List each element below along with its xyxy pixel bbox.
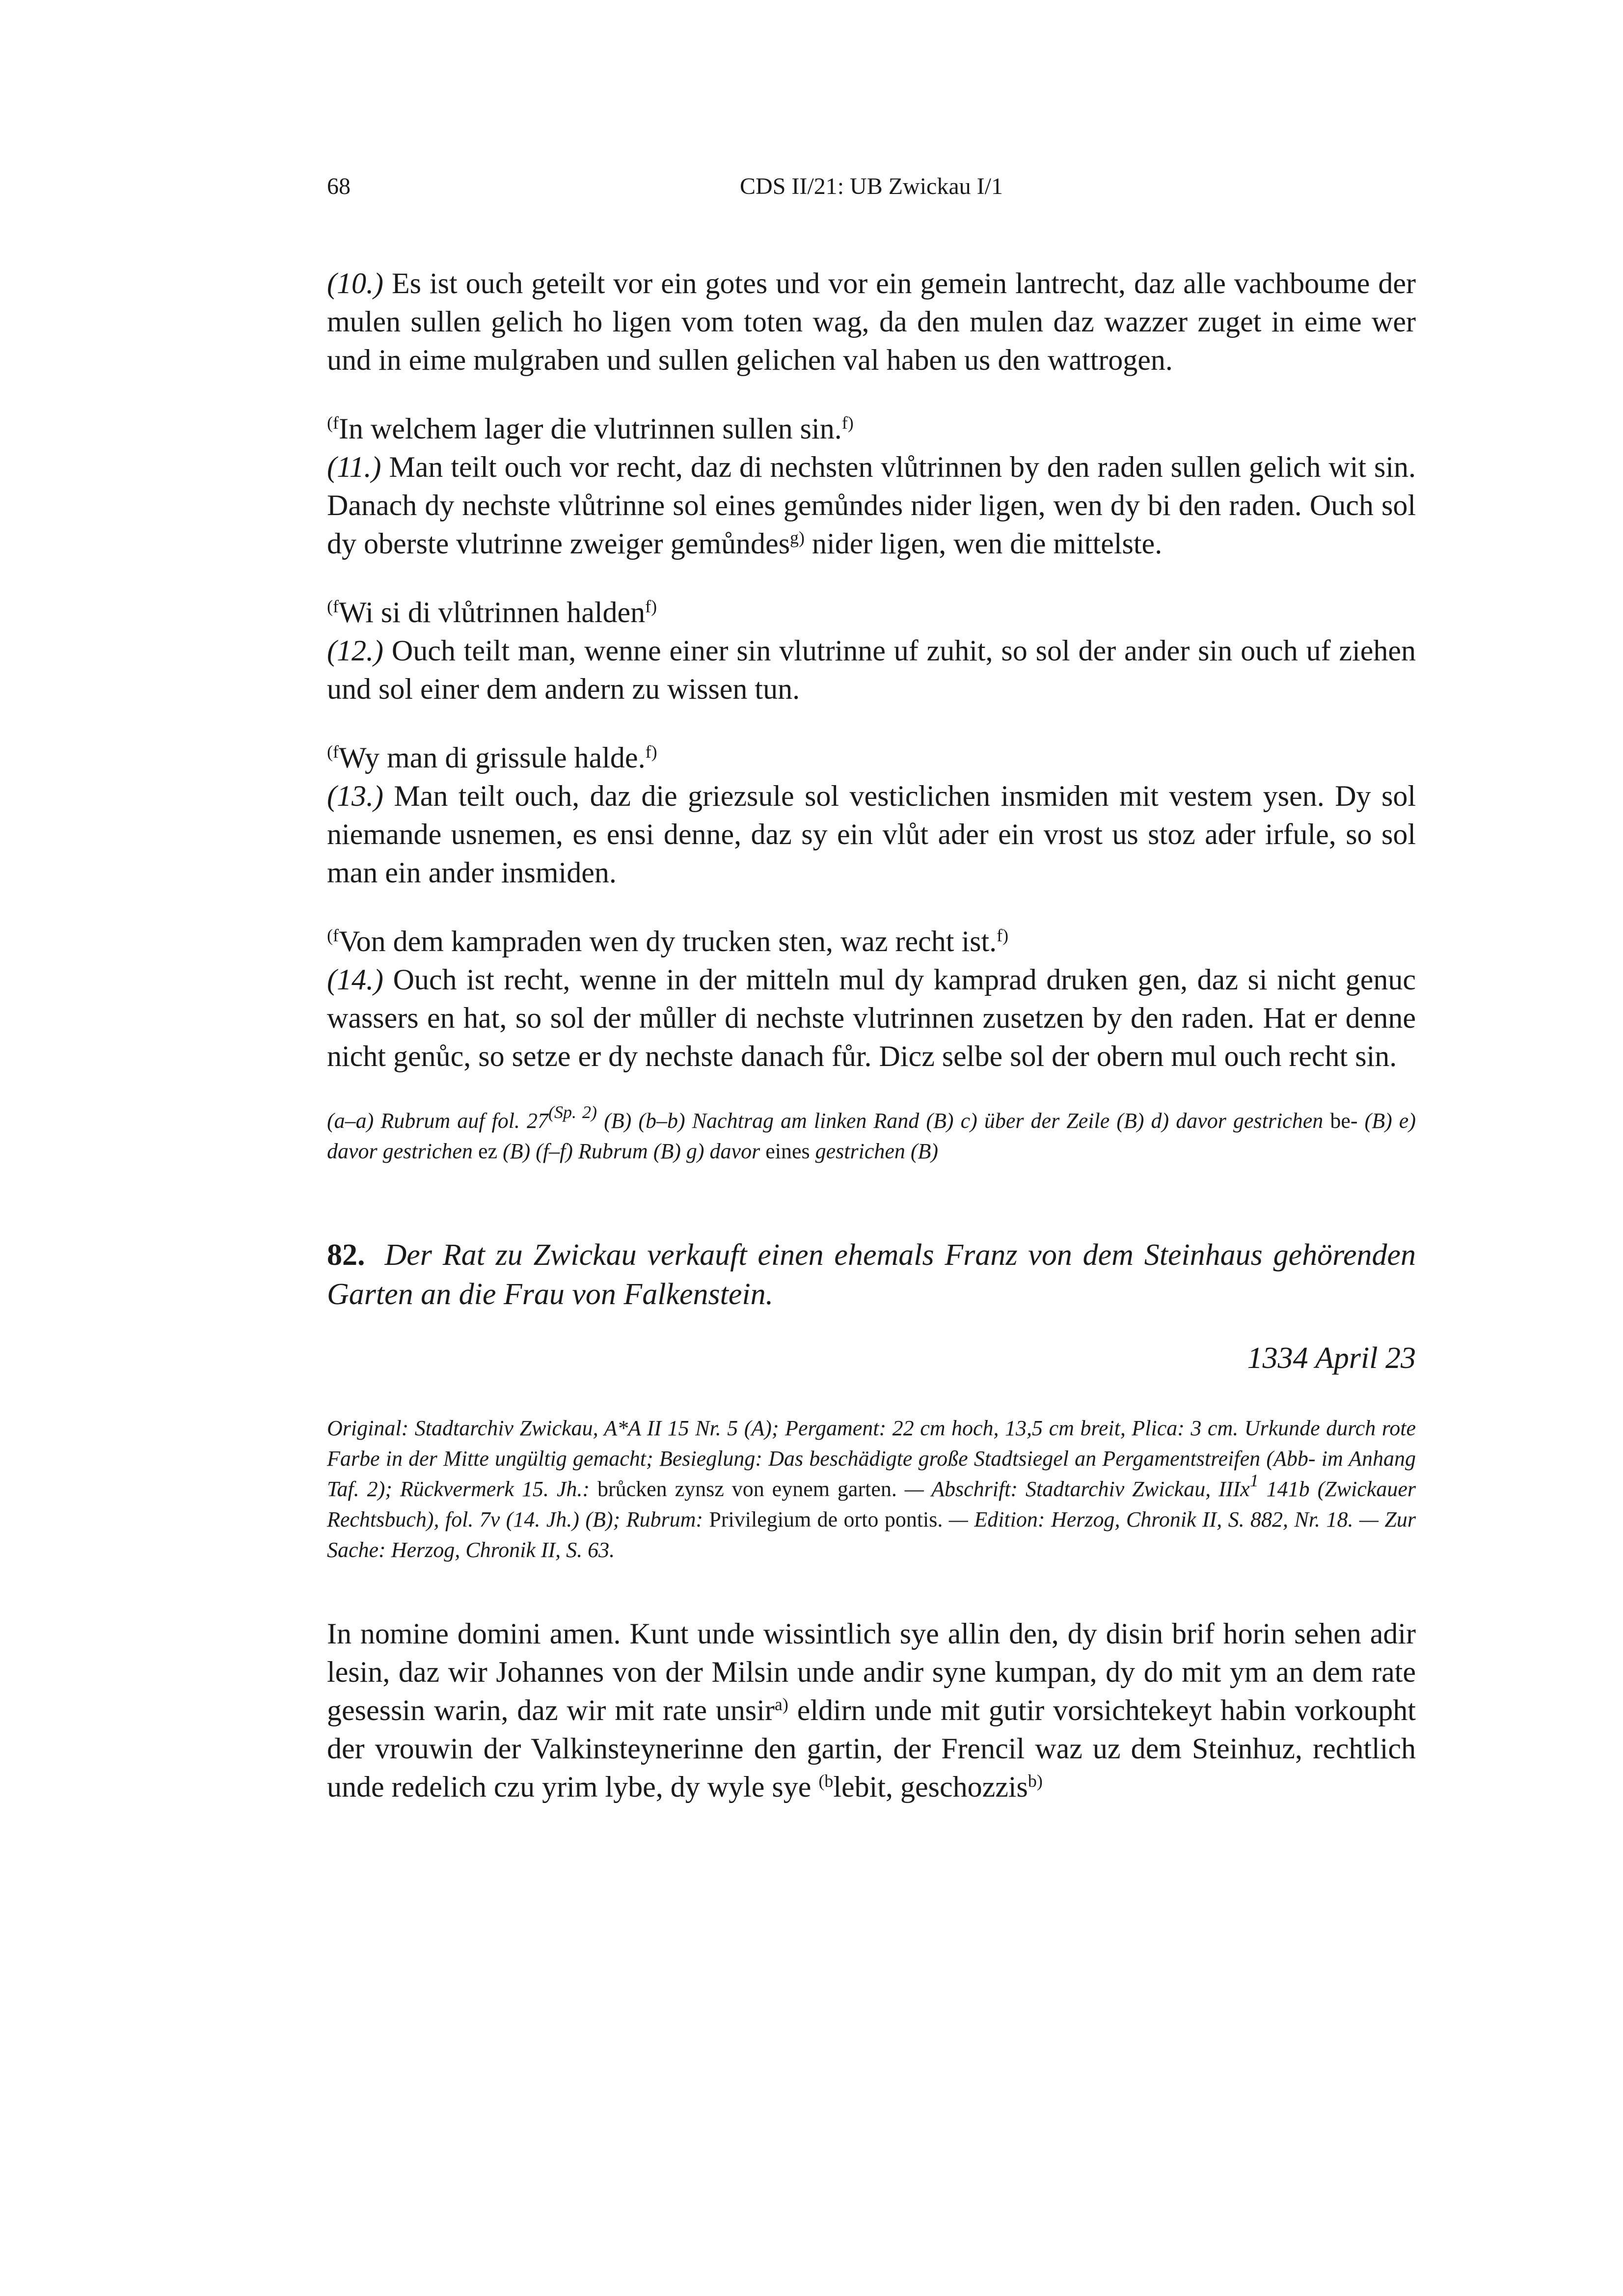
page (327, 162, 1416, 1806)
section-14 (327, 922, 1416, 1075)
note-text: (a–a) Rubrum auf fol. 27 (327, 1109, 548, 1133)
paragraph-11 (327, 448, 1416, 563)
rubric-text: Wi si di vlůtrinnen halden (338, 596, 646, 629)
section-number: (11.) (327, 451, 381, 483)
document-number: 82. (327, 1238, 365, 1272)
paragraph-text: nider ligen, wen die mittelste. (812, 527, 1163, 560)
rubric-text: Von dem kampraden wen dy trucken sten, waz recht ist. (338, 925, 997, 957)
paragraph-text: Ouch teilt man, wenne einer sin vlutrinne uf zuhit, so sol der ander sin ouch uf ziehen und sol einer dem andern zu wissen tun. (327, 634, 1416, 705)
note-marker: (b (818, 1771, 834, 1791)
paragraph-text: Ouch ist recht, wenne in der mitteln mul dy kamprad druken gen, daz si nicht genuc wassers en hat, so sol der můller di nechste vlutrinnen zusetzen by den raden. Hat er denne nicht genůc, so setze er dy nechste danach fůr. Dicz selbe sol der obern mul ouch recht sin. (327, 963, 1416, 1072)
note-marker: (f (327, 742, 339, 762)
note-marker: (f (327, 413, 339, 433)
note-sup: (Sp. 2) (548, 1102, 597, 1122)
note-marker: f) (645, 597, 657, 616)
note-quote: be- (1330, 1109, 1358, 1133)
rubric-11 (327, 410, 1416, 448)
note-marker: f) (841, 413, 854, 433)
paragraph-text: Es ist ouch geteilt vor ein gotes und vor ein gemein lantrecht, daz alle vachboume der mulen sullen gelich ho ligen vom toten wag, da den mulen daz wazzer zuget in eime wer und in eime mulgraben und sullen gelichen val haben us den wattrogen. (327, 267, 1416, 376)
section-11 (327, 410, 1416, 563)
source-quote: Privilegium de orto pontis. (709, 1507, 943, 1531)
note-marker: f) (997, 926, 1009, 945)
document-date: 1334 April 23 (1247, 1341, 1416, 1375)
note-marker: b) (1028, 1771, 1043, 1791)
note-marker: g) (790, 528, 805, 547)
source-text: Original: Stadtarchiv Zwickau, A*A II 15 Nr. 5 (A); Pergament: 22 cm hoch, 13,5 cm breit, Plica: 3 cm. Urkunde durch rote Farbe in der Mitte ungültig gemacht; Besieglung: Das beschädigte große Stadtsiegel an Pergamentstreifen (Abb- im Anhang Taf. 2); Rückvermerk 15. Jh.: (327, 1416, 1416, 1501)
paragraph-12 (327, 631, 1416, 708)
section-number: (12.) (327, 634, 383, 667)
source-text: — Edition: Herzog, Chronik II, S. 882, Nr. 18. — Zur Sache: Herzog, Chronik II, S. 63. (327, 1507, 1416, 1562)
note-text: (B) (b–b) Nachtrag am linken Rand (B) c) über der Zeile (B) d) davor gestrichen (597, 1109, 1330, 1133)
charter-text-part: In nomine domini amen. Kunt unde wissintlich sye allin den, dy disin brif horin sehen adir lesin, daz wir Johannes von der Milsin unde andir syne kumpan, dy do mit ym an dem rate gesessin warin, daz wir mit rate unsir (327, 1617, 1416, 1726)
critical-apparatus (327, 1102, 1416, 1167)
paragraph-text: Man teilt ouch, daz die griezsule sol vesticlichen insmiden mit vestem ysen. Dy sol niemande usnemen, es ensi denne, daz sy ein vlůt ader ein vrost us stoz ader irfule, so sol man ein ander insmiden. (327, 780, 1416, 889)
page-header (327, 162, 1416, 211)
source-text: — Abschrift: Stadtarchiv Zwickau, IIIx (896, 1477, 1250, 1501)
paragraph-13 (327, 777, 1416, 892)
document-title (327, 1235, 1416, 1314)
note-quote: eines (765, 1139, 810, 1163)
source-quote: brůcken zynsz von eynem garten. (597, 1477, 897, 1501)
note-text: (B) (f–f) Rubrum (B) g) davor (497, 1139, 766, 1163)
rubric-text: Wy man di grissule halde. (338, 741, 646, 774)
charter-text-part: lebit, geschozzis (833, 1771, 1028, 1803)
source-sup: 1 (1249, 1471, 1259, 1490)
section-10 (327, 264, 1416, 379)
section-12 (327, 593, 1416, 708)
note-marker: (f (327, 597, 339, 616)
note-text: gestrichen (B) (810, 1139, 939, 1163)
note-marker: f) (645, 742, 657, 762)
charter-text-part: eldirn unde mit gutir vorsichtekeyt habin vorkoupht der vrouwin der Valkinsteynerinne den gartin, der Frencil waz uz dem Steinhuz, rechtlich unde redelich czu yrim lybe, dy wyle sye (327, 1694, 1416, 1803)
note-text: (B) e) davor gestrichen (327, 1109, 1416, 1163)
page-number: 68 (327, 173, 351, 199)
section-number: (14.) (327, 963, 383, 996)
note-marker: (f (327, 926, 339, 945)
document-title-text: Der Rat zu Zwickau verkauft einen ehemals Franz von dem Steinhaus gehörenden Garten an die Frau von Falkenstein. (327, 1238, 1416, 1311)
section-number: (10.) (327, 267, 383, 300)
charter-text (327, 1614, 1416, 1806)
rubric-12 (327, 593, 1416, 631)
source-text: 141b (Zwickauer Rechtsbuch), fol. 7v (14. Jh.) (B); Rubrum: (327, 1477, 1416, 1531)
note-quote: ez (478, 1139, 497, 1163)
rubric-text: In welchem lager die vlutrinnen sullen sin. (338, 412, 842, 445)
rubric-13 (327, 738, 1416, 777)
paragraph-14 (327, 960, 1416, 1075)
section-13 (327, 738, 1416, 892)
paragraph-text: Man teilt ouch vor recht, daz di nechsten vlůtrinnen by den raden sullen gelich wit sin. Danach dy nechste vlůtrinne sol eines gemůndes nider ligen, wen dy bi den raden. Ouch sol dy oberste vlutrinne zweiger gemůndes (327, 451, 1416, 560)
rubric-14 (327, 922, 1416, 960)
source-description (327, 1413, 1416, 1565)
section-number: (13.) (327, 780, 383, 812)
running-title: CDS II/21: UB Zwickau I/1 (740, 173, 1003, 199)
note-marker: a) (774, 1695, 788, 1714)
paragraph-10 (327, 264, 1416, 379)
